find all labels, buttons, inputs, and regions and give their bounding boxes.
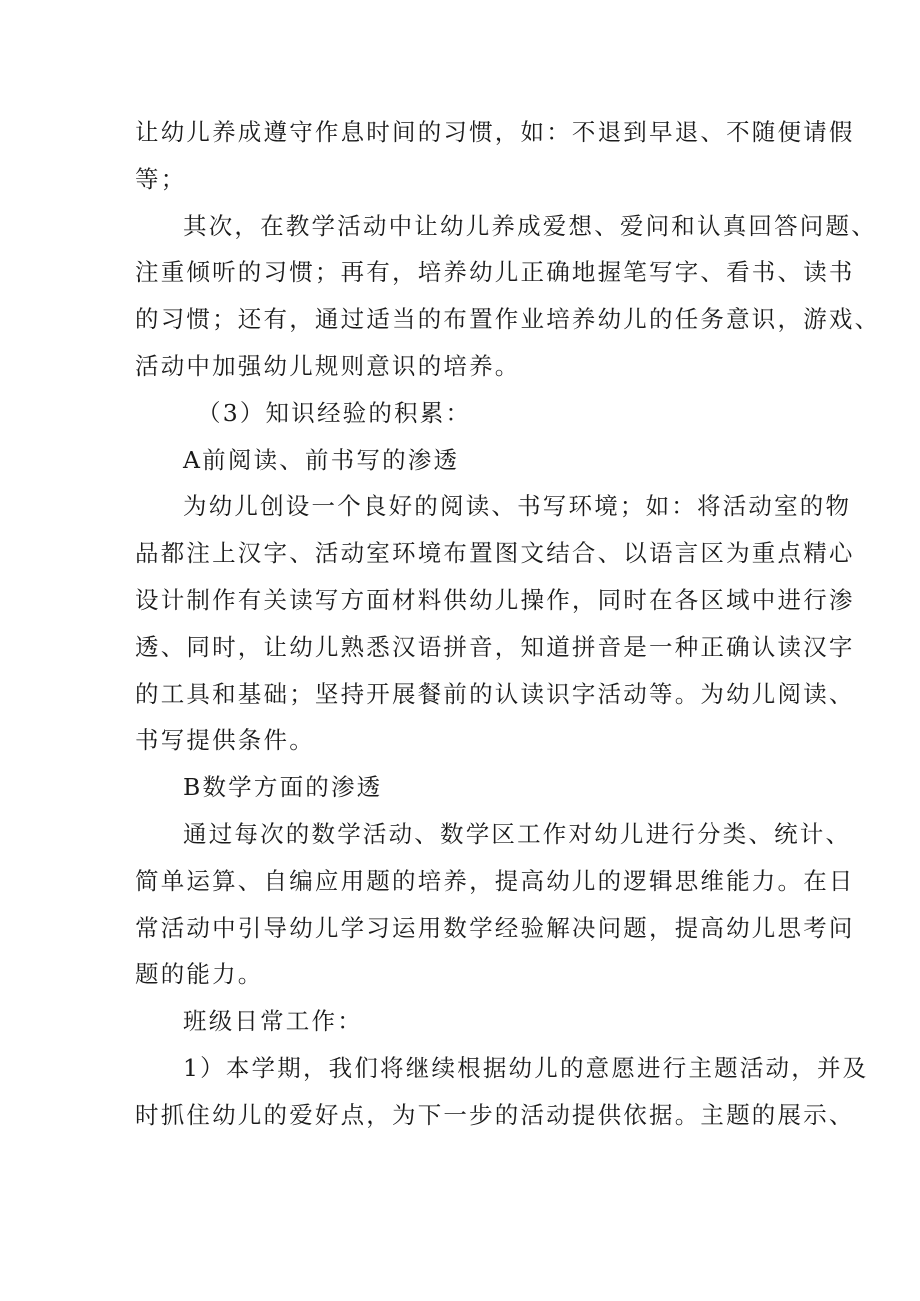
text-line: 常活动中引导幼儿学习运用数学经验解决问题，提高幼儿思考问 (135, 913, 855, 942)
section-heading-knowledge (135, 390, 805, 437)
paragraph-math (135, 811, 855, 998)
text-line: 品都注上汉字、活动室环境布置图文结合、以语言区为重点精心 (135, 539, 855, 568)
text-line: 等； (135, 164, 187, 193)
text-line: 题的能力。 (135, 960, 264, 989)
paragraph-reading-writing (135, 483, 855, 764)
text-line: 的工具和基础；坚持开展餐前的认读识字活动等。为幼儿阅读、 (135, 679, 855, 708)
text-line: 时抓住幼儿的爱好点，为下一步的活动提供依据。主题的展示、 (135, 1100, 855, 1129)
text-line: 班级日常工作： (183, 1007, 363, 1036)
text-line: 的习惯；还有，通过适当的布置作业培养幼儿的任务意识，游戏、 (135, 305, 881, 334)
text-line: （3）知识经验的积累： (197, 398, 472, 427)
text-line: 1）本学期，我们将继续根据幼儿的意愿进行主题活动，并及 (183, 1053, 869, 1082)
text-line: 为幼儿创设一个良好的阅读、书写环境；如：将活动室的物 (183, 492, 852, 521)
text-line: 透、同时，让幼儿熟悉汉语拼音，知道拼音是一种正确认读汉字 (135, 632, 855, 661)
paragraph-learning-habits (135, 203, 881, 390)
text-line: A前阅读、前书写的渗透 (183, 445, 460, 474)
paragraph-routine-habits (135, 109, 855, 203)
text-line: 通过每次的数学活动、数学区工作对幼儿进行分类、统计、 (183, 819, 852, 848)
section-heading-class-work (135, 998, 805, 1045)
paragraph-theme-activities (135, 1045, 869, 1139)
text-line: 设计制作有关读写方面材料供幼儿操作，同时在各区域中进行渗 (135, 585, 855, 614)
text-line: 活动中加强幼儿规则意识的培养。 (135, 351, 521, 380)
document-body (135, 109, 881, 1139)
text-line: B数学方面的渗透 (183, 773, 383, 802)
subheading-math (135, 764, 805, 811)
subheading-reading-writing (135, 437, 805, 484)
text-line: 书写提供条件。 (135, 726, 315, 755)
text-line: 简单运算、自编应用题的培养，提高幼儿的逻辑思维能力。在日 (135, 866, 855, 895)
text-line: 注重倾听的习惯；再有，培养幼儿正确地握笔写字、看书、读书 (135, 258, 855, 287)
text-line: 让幼儿养成遵守作息时间的习惯，如：不退到早退、不随便请假 (135, 118, 855, 146)
text-line: 其次，在教学活动中让幼儿养成爱想、爱问和认真回答问题、 (183, 211, 877, 240)
